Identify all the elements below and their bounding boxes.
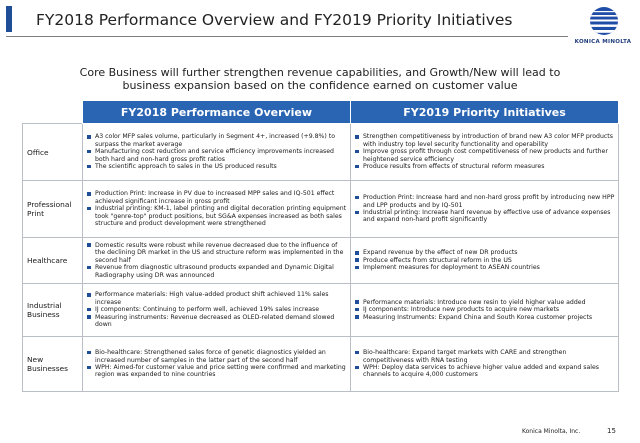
bullet-text: Produce results from effects of structural reform measures: [363, 163, 545, 171]
bullet-item: [86, 242, 347, 264]
bullet-text: Performance materials: High value-added product shift achieved 11% sales increase: [95, 291, 329, 306]
square-bullet-icon: [355, 308, 359, 312]
square-bullet-icon: [355, 258, 359, 262]
square-bullet-icon: [87, 150, 91, 154]
square-bullet-icon: [87, 192, 91, 196]
bullet-item: [86, 349, 347, 364]
bullet-item: [86, 148, 347, 163]
title-divider: [6, 36, 568, 37]
table-row: [23, 337, 619, 392]
square-bullet-icon: [355, 165, 359, 169]
bullet-text: WPH: Deploy data services to achieve higher value added and expand sales channels to acquire 4,000 customers: [363, 364, 599, 379]
square-bullet-icon: [87, 366, 91, 370]
bullet-list: [354, 194, 615, 224]
bullet-item: [354, 364, 615, 379]
bullet-item: [354, 209, 615, 224]
logo-wordmark: KONICA MINOLTA: [574, 39, 632, 45]
globe-icon: [589, 6, 619, 36]
bullet-item: [354, 349, 615, 364]
square-bullet-icon: [355, 351, 359, 355]
table-header-row: [23, 101, 619, 124]
bullet-item: [354, 133, 615, 148]
bullet-text: Revenue from diagnostic ultrasound products expanded and Dynamic Digital Radiography using DR was announced: [95, 264, 334, 279]
fy2019-cell: [351, 181, 619, 238]
bullet-text: Produce effects from structural reform in the US: [363, 256, 512, 264]
square-bullet-icon: [355, 196, 359, 200]
bullet-item: [354, 257, 615, 264]
company-logo: [572, 6, 634, 50]
row-category: [23, 337, 83, 392]
bullet-item: [86, 133, 347, 148]
bullet-text: Industrial printing: KM-1, label printing and digital decoration printing equipment took "genre-top" product positions, but SG&A expenses increased as both sales structure and product development were strengthened: [95, 205, 347, 228]
square-bullet-icon: [87, 351, 91, 355]
bullet-item: [86, 364, 347, 379]
category-label: Professional: [27, 200, 72, 209]
square-bullet-icon: [87, 207, 91, 211]
bullet-text: Production Print: Increase hard and non-hard gross profit by introducing new HPP and LPP products and by IQ-501: [363, 194, 615, 209]
row-category: [23, 284, 83, 337]
square-bullet-icon: [355, 251, 359, 255]
bullet-item: [86, 306, 347, 313]
category-label: Businesses: [27, 364, 68, 373]
table-row: [23, 284, 619, 337]
square-bullet-icon: [87, 165, 91, 169]
square-bullet-icon: [355, 366, 359, 370]
subtitle-line-2: business expansion based on the confidence earned on customer value: [122, 79, 518, 92]
bullet-item: [86, 190, 347, 205]
fy2018-cell: [83, 284, 351, 337]
category-label: New: [27, 355, 44, 364]
subtitle: [40, 66, 600, 92]
fy2019-cell: [351, 124, 619, 181]
square-bullet-icon: [87, 135, 91, 139]
category-label: Healthcare: [27, 256, 68, 265]
square-bullet-icon: [87, 308, 91, 312]
bullet-list: [354, 249, 615, 271]
square-bullet-icon: [87, 315, 91, 319]
bullet-text: Bio-healthcare: Strengthened sales force of genetic diagnostics yielded an increased number of samples in the latter part of the second half: [95, 349, 326, 364]
square-bullet-icon: [87, 293, 91, 297]
bullet-item: [86, 264, 347, 279]
bullet-text: WPH: Aimed-for customer value and price setting were confirmed and marketing region was expanded to nine countries: [95, 364, 346, 379]
bullet-text: Measuring instruments: Revenue decreased as OLED-related demand slowed down: [95, 313, 335, 329]
square-bullet-icon: [355, 211, 359, 215]
fy2018-cell: [83, 337, 351, 392]
bullet-text: Domestic results were robust while revenue decreased due to the influence of the declining DR market in the US and structure reform was implemented in the second half: [95, 241, 344, 264]
header-fy2018: FY2018 Performance Overview: [83, 101, 351, 124]
square-bullet-icon: [355, 135, 359, 139]
bullet-list: [86, 349, 347, 379]
subtitle-line-1: Core Business will further strengthen revenue capabilities, and Growth/New will lead to: [79, 66, 561, 79]
row-category: [23, 124, 83, 181]
bullet-item: [354, 264, 615, 271]
bullet-text: Expand revenue by the effect of new DR products: [363, 249, 518, 257]
table-row: [23, 238, 619, 284]
bullet-text: A3 color MFP sales volume, particularly in Segment 4+, increased (+9.8%) to surpass the market average: [95, 133, 336, 148]
bullet-item: [354, 249, 615, 256]
category-label: Office: [27, 147, 49, 157]
bullet-text: Manufacturing cost reduction and service efficiency improvements increased both hard and non-hard gross profit ratios: [95, 148, 334, 163]
bullet-text: IJ components: Introduce new products to acquire new markets: [363, 306, 560, 314]
bullet-list: [86, 133, 347, 170]
bullet-list: [86, 291, 347, 328]
page-title: FY2018 Performance Overview and FY2019 Priority Initiatives: [36, 11, 513, 29]
fy2018-cell: [83, 238, 351, 284]
fy2019-cell: [351, 337, 619, 392]
bullet-text: Implement measures for deployment to ASEAN countries: [363, 264, 540, 272]
bullet-item: [86, 314, 347, 329]
table-body: [23, 124, 619, 392]
fy2019-cell: [351, 238, 619, 284]
title-bar: [6, 6, 574, 32]
square-bullet-icon: [355, 315, 359, 319]
bullet-item: [354, 314, 615, 321]
category-label: Print: [27, 209, 45, 218]
bullet-item: [86, 291, 347, 306]
square-bullet-icon: [87, 266, 91, 270]
bullet-item: [354, 299, 615, 306]
bullet-text: Improve gross profit through cost competitiveness of new products and further heightened service efficiency: [363, 148, 608, 163]
bullet-item: [354, 163, 615, 170]
bullet-list: [354, 133, 615, 170]
category-label: Business: [27, 310, 60, 319]
bullet-text: Strengthen competitiveness by introduction of brand new A3 color MFP products with industry top level security functionality and operability: [363, 133, 613, 148]
square-bullet-icon: [355, 150, 359, 154]
title-accent-bar: [6, 6, 12, 32]
bullet-list: [354, 299, 615, 321]
bullet-text: Performance materials: Introduce new resin to yield higher value added: [363, 298, 586, 306]
bullet-item: [354, 148, 615, 163]
bullet-list: [86, 242, 347, 279]
square-bullet-icon: [87, 243, 91, 247]
table-row: [23, 124, 619, 181]
bullet-item: [354, 194, 615, 209]
performance-table: [22, 100, 619, 392]
page-number: 15: [607, 427, 616, 435]
row-category: [23, 238, 83, 284]
bullet-text: Bio-healthcare: Expand target markets with CARE and strengthen competitiveness with RNA testing: [363, 349, 567, 364]
fy2018-cell: [83, 124, 351, 181]
footer-company: Konica Minolta, Inc.: [522, 428, 581, 435]
bullet-text: IJ components: Continuing to perform well, achieved 19% sales increase: [95, 306, 320, 314]
bullet-list: [354, 349, 615, 379]
bullet-text: The scientific approach to sales in the US produced results: [95, 163, 277, 171]
bullet-item: [354, 306, 615, 313]
header-blank-cell: [23, 101, 83, 124]
square-bullet-icon: [355, 300, 359, 304]
bullet-list: [86, 190, 347, 227]
category-label: Industrial: [27, 301, 62, 310]
row-category: [23, 181, 83, 238]
bullet-text: Industrial printing: Increase hard revenue by effective use of advance expenses and expand non-hard profit significantly: [363, 209, 611, 224]
bullet-text: Production Print: Increase in PV due to increased MPP sales and IQ-501 effect achieved significant increase in gross profit: [95, 190, 335, 205]
bullet-text: Measuring Instruments: Expand China and South Korea customer projects: [363, 313, 593, 321]
header-fy2019: FY2019 Priority Initiatives: [351, 101, 619, 124]
square-bullet-icon: [355, 266, 359, 270]
table-row: [23, 181, 619, 238]
bullet-item: [86, 205, 347, 227]
fy2018-cell: [83, 181, 351, 238]
fy2019-cell: [351, 284, 619, 337]
bullet-item: [86, 163, 347, 170]
